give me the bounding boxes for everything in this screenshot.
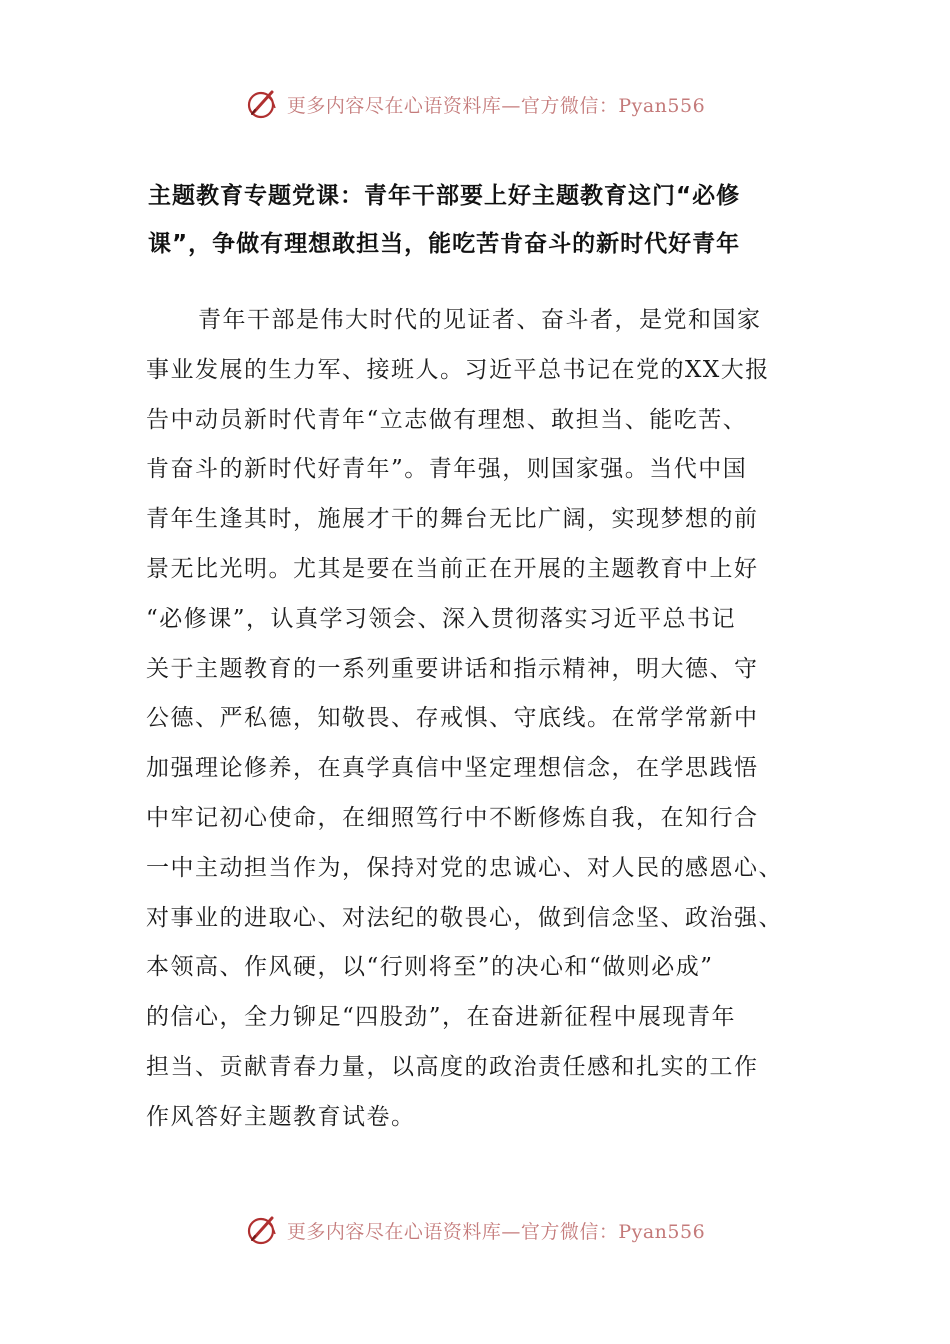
footer-watermark <box>0 1212 950 1248</box>
pen-circle-logo-icon <box>245 86 281 122</box>
body-line: 的信心，全力铆足“四股劲”，在奋进新征程中展现青年 <box>146 1004 737 1031</box>
header-watermark <box>0 86 950 122</box>
body-line: 公德、严私德，知敬畏、存戒惧、守底线。在常学常新中 <box>146 705 759 732</box>
body-line: 作风答好主题教育试卷。 <box>146 1103 416 1130</box>
pen-circle-logo-icon <box>245 1212 281 1248</box>
title-line: 主题教育专题党课：青年干部要上好主题教育这门“必修 <box>148 183 741 209</box>
body-line: 关于主题教育的一系列重要讲话和指示精神，明大德、守 <box>146 655 759 682</box>
watermark-text: 更多内容尽在心语资料库—官方微信：Pyan556 <box>286 1220 706 1243</box>
body-line: 青年生逢其时，施展才干的舞台无比广阔，实现梦想的前 <box>146 506 759 533</box>
body-line: 本领高、作风硬，以“行则将至”的决心和“做则必成” <box>146 954 714 981</box>
watermark-text: 更多内容尽在心语资料库—官方微信：Pyan556 <box>286 94 706 117</box>
body-line: 中牢记初心使命，在细照笃行中不断修炼自我，在知行合 <box>146 804 759 831</box>
body-line: 青年干部是伟大时代的见证者、奋斗者，是党和国家 <box>198 307 762 333</box>
body-line: 对事业的进取心、对法纪的敬畏心，做到信念坚、政治强、 <box>146 904 783 931</box>
document-body <box>146 296 806 1143</box>
document-title <box>148 172 808 268</box>
body-line: 告中动员新时代青年“立志做有理想、敢担当、能吃苦、 <box>146 406 748 433</box>
body-line: 肯奋斗的新时代好青年”。青年强，则国家强。当代中国 <box>146 456 748 483</box>
title-line: 课”，争做有理想敢担当，能吃苦肯奋斗的新时代好青年 <box>148 231 741 257</box>
body-line: 加强理论修养，在真学真信中坚定理想信念，在学思践悟 <box>146 755 759 782</box>
body-line: 担当、贡献青春力量，以高度的政治责任感和扎实的工作 <box>146 1053 759 1080</box>
body-line: 景无比光明。尤其是要在当前正在开展的主题教育中上好 <box>146 555 759 582</box>
body-line: 事业发展的生力军、接班人。习近平总书记在党的XX大报 <box>146 356 770 383</box>
body-line: “必修课”，认真学习领会、深入贯彻落实习近平总书记 <box>146 605 737 632</box>
body-line: 一中主动担当作为，保持对党的忠诚心、对人民的感恩心、 <box>146 854 783 881</box>
